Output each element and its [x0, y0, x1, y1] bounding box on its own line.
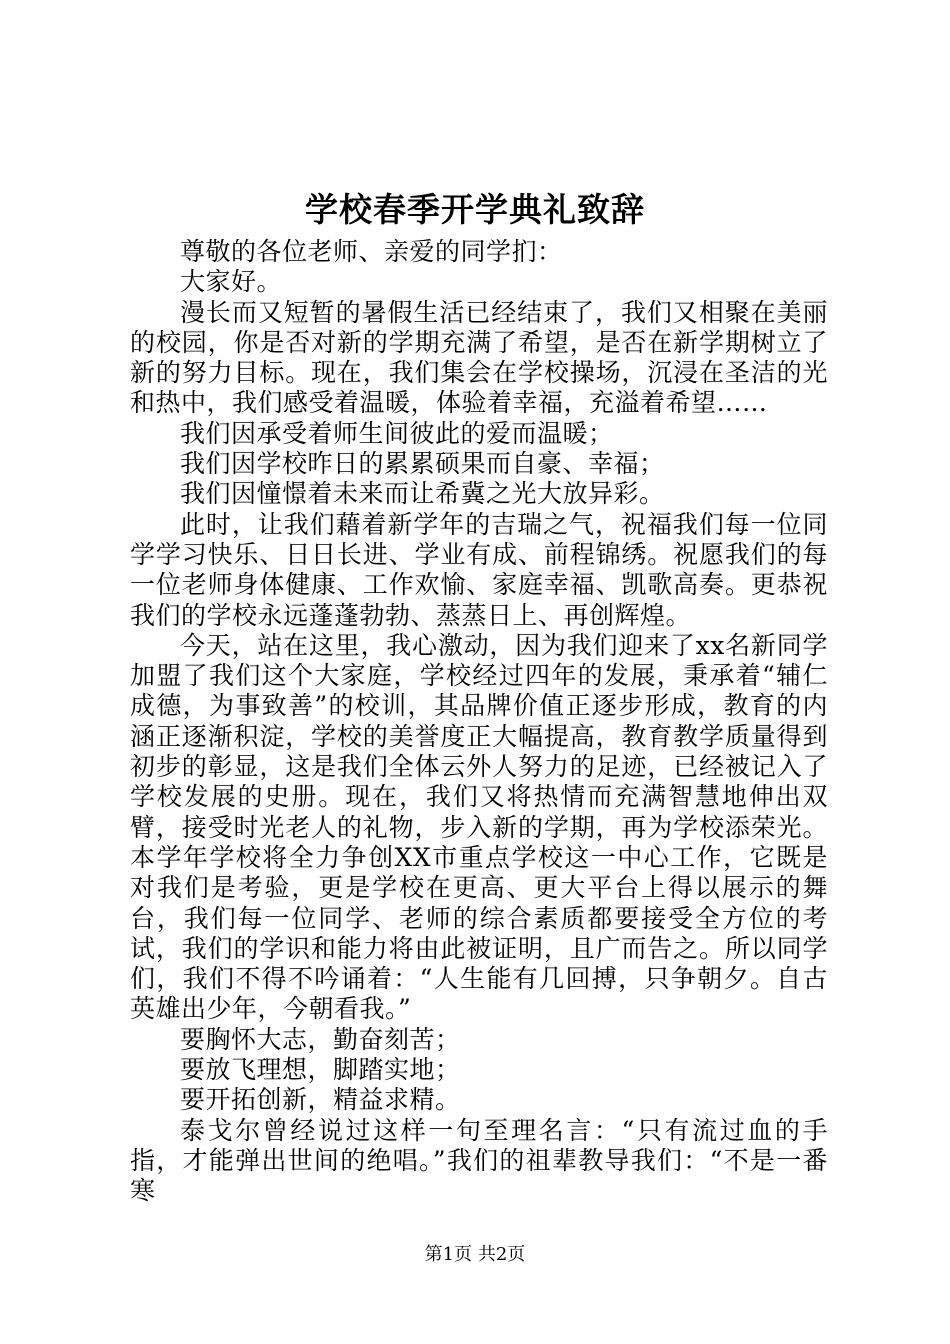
document-body — [130, 237, 828, 1207]
paragraph-blessing: 此时，让我们藉着新学年的吉瑞之气，祝福我们每一位同学学习快乐、日日长进、学业有成、前程锦绣。祝愿我们的每一位老师身体健康、工作欢愉、家庭幸福、凯歌高奏。更恭祝我们的学校永远蓬蓬勃勃、蒸蒸日上、再创辉煌。 — [130, 509, 828, 630]
paragraph-tagore: 泰戈尔曾经说过这样一句至理名言：“只有流过血的手指，才能弹出世间的绝唱。”我们的祖辈教导我们：“不是一番寒 — [130, 1115, 828, 1206]
paragraph-today: 今天，站在这里，我心激动，因为我们迎来了xx名新同学加盟了我们这个大家庭，学校经过四年的发展，秉承着“辅仁成德，为事致善”的校训，其品牌价值正逐步形成，教育的内涵正逐渐积淀，学校的美誉度正大幅提高，教育教学质量得到初步的彰显，这是我们全体云外人努力的足迹，已经被记入了学校发展的史册。现在，我们又将热情而充满智慧地伸出双臂，接受时光老人的礼物，步入新的学期，再为学校添荣光。本学年学校将全力争创XX市重点学校这一中心工作，它既是对我们是考验，更是学校在更高、更大平台上得以展示的舞台，我们每一位同学、老师的综合素质都要接受全方位的考试，我们的学识和能力将由此被证明，且广而告之。所以同学们，我们不得不吟诵着：“人生能有几回搏，只争朝夕。自古英雄出少年，今朝看我。” — [130, 630, 828, 1024]
paragraph-hope: 我们因憧憬着未来而让希冀之光大放异彩。 — [180, 479, 665, 509]
paragraph-salutation: 尊敬的各位老师、亲爱的同学扪： — [180, 237, 563, 266]
paragraph-pride: 我们因学校昨日的累累硕果而自豪、幸福； — [180, 449, 665, 479]
paragraph-ambition: 要胸怀大志，勤奋刻苦； — [180, 1024, 461, 1054]
paragraph-greeting: 大家好。 — [180, 267, 283, 297]
page-footer: 第1页 共2页 — [424, 1244, 526, 1265]
paragraph-dream: 要放飞理想，脚踏实地； — [180, 1055, 461, 1085]
document-title: 学校春季开学典礼致辞 — [305, 190, 645, 229]
paragraph-warmth: 我们因承受着师生间彼此的爱而温暖； — [180, 418, 614, 448]
paragraph-innovation: 要开拓创新，精益求精。 — [180, 1085, 461, 1115]
paragraph-summer-end: 漫长而又短暂的暑假生活已经结束了，我们又相聚在美丽的校园，你是否对新的学期充满了希望，是否在新学期树立了新的努力目标。现在，我们集会在学校操场，沉浸在圣洁的光和热中，我们感受着温暖，体验着幸福，充溢着希望…… — [130, 297, 828, 418]
